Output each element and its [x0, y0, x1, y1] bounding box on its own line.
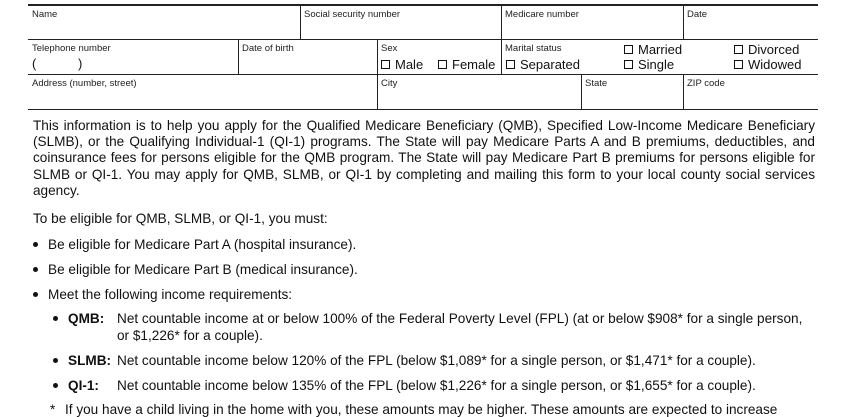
bullet-icon — [53, 383, 58, 388]
divider — [238, 39, 239, 74]
income-text: Net countable income at or below 100% of the Federal Poverty Level (FPL) (at or below $908* for a single person, — [117, 311, 803, 326]
income-term: QI-1: — [68, 378, 99, 393]
marital-widowed-label: Widowed — [748, 57, 802, 72]
sex-field-label: Sex — [381, 43, 398, 54]
income-text: Net countable income below 135% of the FPL (below $1,226* for a single person, or $1,655* for a couple). — [117, 378, 756, 393]
city-field-label: City — [381, 78, 398, 89]
checkbox-icon[interactable] — [506, 60, 515, 69]
checkbox-icon[interactable] — [624, 60, 633, 69]
sex-female-option[interactable] — [438, 57, 495, 72]
form-bottom-rule — [28, 109, 818, 110]
sex-male-label: Male — [395, 57, 424, 72]
ssn-field-label: Social security number — [304, 9, 401, 20]
form-top-rule — [28, 4, 818, 6]
divider — [683, 4, 684, 39]
marital-single-label: Single — [638, 57, 675, 72]
income-term: SLMB: — [68, 353, 112, 368]
sex-male-option[interactable] — [381, 57, 423, 72]
state-field-label: State — [585, 78, 608, 89]
bullet-text: Be eligible for Medicare Part B (medical insurance). — [48, 262, 358, 277]
bullet-icon — [33, 242, 38, 247]
area-code-open-paren: ( — [32, 56, 37, 71]
telephone-field-label: Telephone number — [32, 43, 111, 54]
bullet-item — [33, 287, 292, 302]
applicant-form — [28, 0, 818, 112]
income-term: QMB: — [68, 311, 105, 326]
marital-status-field-label: Marital status — [505, 43, 562, 54]
form-row-rule-1 — [28, 39, 818, 40]
bullet-text: Be eligible for Medicare Part A (hospital insurance). — [48, 237, 357, 252]
bullet-icon — [33, 292, 38, 297]
bullet-icon — [33, 267, 38, 272]
marital-divorced-option[interactable] — [734, 42, 799, 57]
divider — [581, 74, 582, 109]
checkbox-icon[interactable] — [734, 45, 743, 54]
marital-single-option[interactable] — [624, 57, 674, 72]
form-row-rule-2 — [28, 74, 818, 75]
footnote-text: If you have a child living in the home with you, these amounts may be higher. These amounts are expected to increase — [65, 402, 778, 417]
zip-field-label: ZIP code — [687, 78, 725, 89]
divider — [501, 39, 502, 74]
area-code-close-paren: ) — [78, 56, 83, 71]
income-item-qi1 — [53, 378, 99, 393]
sex-female-label: Female — [452, 57, 496, 72]
divider — [683, 74, 684, 109]
bullet-icon — [53, 358, 58, 363]
marital-separated-option[interactable] — [506, 57, 580, 72]
marital-married-label: Married — [638, 42, 683, 57]
bullet-item — [33, 262, 358, 277]
eligibility-heading: To be eligible for QMB, SLMB, or QI-1, you must: — [33, 211, 328, 226]
checkbox-icon[interactable] — [438, 60, 447, 69]
income-text-continued: or $1,226* for a couple). — [117, 328, 263, 343]
bullet-icon — [53, 316, 58, 321]
divider — [377, 39, 378, 74]
date-field-label: Date — [687, 9, 708, 20]
marital-widowed-option[interactable] — [734, 57, 801, 72]
income-item-slmb — [53, 353, 111, 368]
checkbox-icon[interactable] — [381, 60, 390, 69]
divider — [377, 74, 378, 109]
divider — [300, 4, 301, 39]
checkbox-icon[interactable] — [624, 45, 633, 54]
footnote-mark: * — [50, 402, 56, 417]
name-field-label: Name — [32, 9, 58, 20]
medicare-number-field-label: Medicare number — [505, 9, 579, 20]
income-text: Net countable income below 120% of the FPL (below $1,089* for a single person, or $1,471* for a couple). — [117, 353, 756, 368]
marital-divorced-label: Divorced — [748, 42, 800, 57]
checkbox-icon[interactable] — [734, 60, 743, 69]
marital-separated-label: Separated — [520, 57, 580, 72]
bullet-text: Meet the following income requirements: — [48, 287, 293, 302]
intro-paragraph: This information is to help you apply for the Qualified Medicare Beneficiary (QMB), Specified Low-Income Medicare Beneficiary (SLMB), or the Qualifying Individual-1 (QI-1) programs. The State will pay Medicare Parts A and B premiums, deductibles, and coinsurance fees for persons eligible for the QMB program. The State will pay Medicare Part B premiums for persons eligible for SLMB or QI-1. You may apply for QMB, SLMB, or QI-1 by completing and mailing this form to your local county social services agency. — [33, 118, 815, 198]
dob-field-label: Date of birth — [242, 43, 294, 54]
bullet-item — [33, 237, 356, 252]
income-item-qmb — [53, 311, 104, 326]
marital-married-option[interactable] — [624, 42, 682, 57]
address-field-label: Address (number, street) — [32, 78, 137, 89]
divider — [501, 4, 502, 39]
